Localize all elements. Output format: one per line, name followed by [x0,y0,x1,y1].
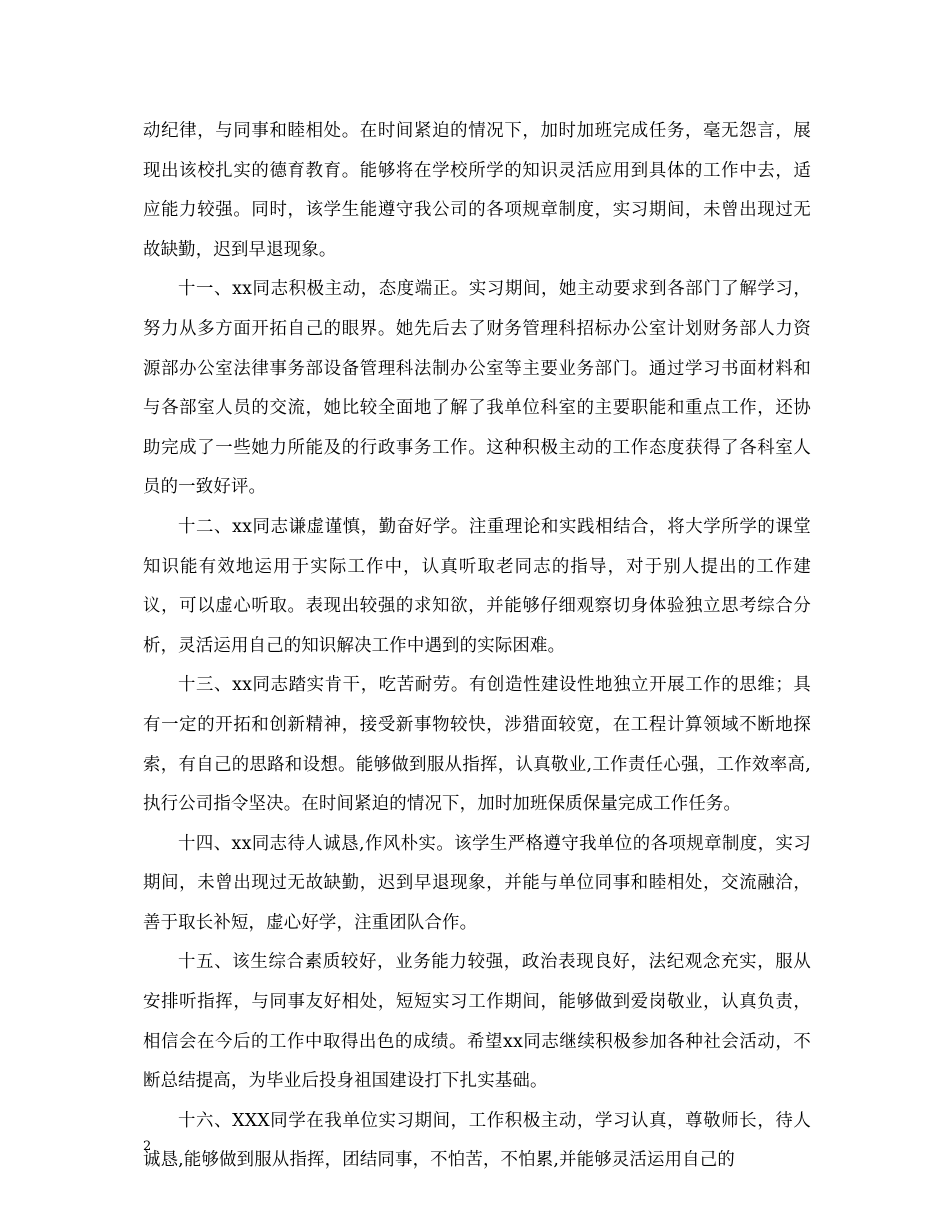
paragraph-item-11: 十一、xx同志积极主动，态度端正。实习期间，她主动要求到各部门了解学习，努力从多方面开拓自己的眼界。她先后去了财务管理科招标办公室计划财务部人力资源部办公室法律事务部设备管理科法制办公室等主要业务部门。通过学习书面材料和与各部室人员的交流，她比较全面地了解了我单位科室的主要职能和重点工作，还协助完成了一些她力所能及的行政事务工作。这种积极主动的工作态度获得了各科室人员的一致好评。 [143,279,811,498]
paragraph-continuation: 动纪律，与同事和睦相处。在时间紧迫的情况下，加时加班完成任务，毫无怨言，展现出该校扎实的德育教育。能够将在学校所学的知识灵活应用到具体的工作中去，适应能力较强。同时，该学生能遵守我公司的各项规章制度，实习期间，未曾出现过无故缺勤，迟到早退现象。 [143,121,811,260]
document-body [143,112,811,1181]
paragraph-item-13: 十三、xx同志踏实肯干，吃苦耐劳。有创造性建设性地独立开展工作的思维；具有一定的开拓和创新精神，接受新事物较快，涉猎面较宽，在工程计算领域不断地探索，有自己的思路和设想。能够做到服从指挥，认真敬业,工作责任心强，工作效率高,执行公司指令坚决。在时间紧迫的情况下，加时加班保质保量完成工作任务。 [143,675,811,815]
paragraph-item-14: 十四、xx同志待人诚恳,作风朴实。该学生严格遵守我单位的各项规章制度，实习期间，未曾出现过无故缺勤，迟到早退现象，并能与单位同事和睦相处，交流融洽，善于取长补短，虚心好学，注重团队合作。 [143,833,811,933]
paragraph-item-16: 十六、XXX同学在我单位实习期间，工作积极主动，学习认真，尊敬师长，待人诚恳,能够做到服从指挥，团结同事，不怕苦，不怕累,并能够灵活运用自己的 [143,1110,811,1171]
page-number: 2 [143,1139,152,1154]
paragraph-item-15: 十五、该生综合素质较好，业务能力较强，政治表现良好，法纪观念充实，服从安排听指挥，与同事友好相处，短短实习工作期间，能够做到爱岗敬业，认真负责，相信会在今后的工作中取得出色的成绩。希望xx同志继续积极参加各种社会活动，不断总结提高，为毕业后投身祖国建设打下扎实基础。 [143,952,811,1092]
paragraph-item-12: 十二、xx同志谦虚谨慎，勤奋好学。注重理论和实践相结合，将大学所学的课堂知识能有效地运用于实际工作中，认真听取老同志的指导，对于别人提出的工作建议，可以虚心听取。表现出较强的求知欲，并能够仔细观察切身体验独立思考综合分析，灵活运用自己的知识解决工作中遇到的实际困难。 [143,516,811,656]
